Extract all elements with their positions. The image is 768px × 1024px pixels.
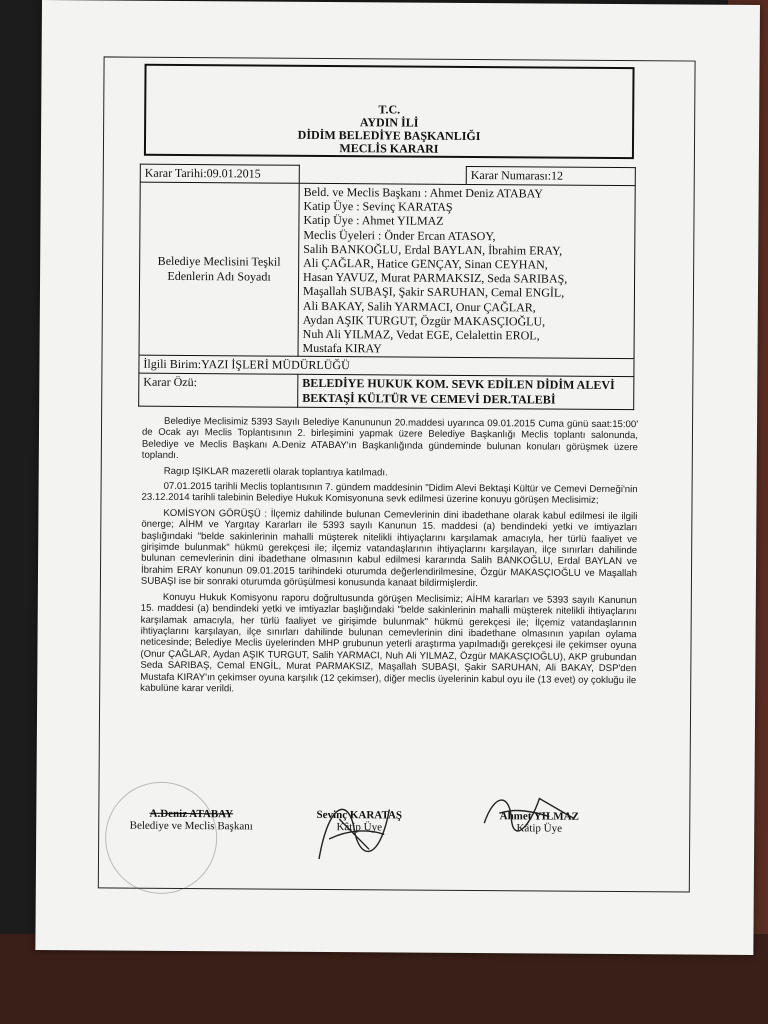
member-line: Maşallah SUBAŞI, Şakir SARUHAN, Cemal ENGİL,: [302, 284, 565, 301]
decision-date: Karar Tarihi:09.01.2015: [140, 164, 299, 183]
decision-summary: [298, 375, 634, 410]
member-line: Katip Üye : Ahmet YILMAZ: [303, 213, 444, 229]
signer-title: Kâtip Üye: [516, 822, 563, 835]
decision-info-table: [138, 164, 636, 411]
summary-line: BEKTAŞİ KÜLTÜR VE CEMEVİ DER.TALEBİ: [302, 391, 556, 408]
header-province: AYDIN İLİ: [359, 115, 419, 130]
members-label: Belediye Meclisini Teşkil Edenlerin Adı Soyadı: [139, 182, 299, 357]
document-frame: [98, 56, 696, 892]
decision-number: Karar Numarası:12: [466, 166, 635, 185]
decision-body: [140, 416, 638, 702]
header-municipality: DİDİM BELEDİYE BAŞKANLIĞI: [297, 127, 481, 144]
signature-clerk-1: [299, 809, 419, 834]
header-title: MECLİS KARARI: [339, 141, 439, 156]
body-paragraph: KOMİSYON GÖRÜŞÜ : İlçemiz dahilinde bulunan Cemevlerinin dini ibadethane olarak kabul edilmesi ile ilgili önerge; AİHM ve Yargıtay Kararları ile 5393 sayılı Kanunun 15. maddesi (a) bendindeki yetki ve imtiyazları başlığındaki "belde sakinlerinin mahalli müşterek nitelikli ihtiyaçlarını karşılamak amacıyla, her türlü faaliyet ve girişimde bulunmak" hükmü gerekçesi ile; ilçemiz vatandaşlarının ihtiyaçlarını karşılayan, ilçe sınırları dahilinde bulunan cemevlerinin dini ibadethane olmasının kabul edilmesi kararında Salih BANKOĞLU, Erdal BAYLAN ve İbrahim ERAY konunun 09.01.2015 tarihindeki oturumda değerlendirilmesine, Özgür MAKASÇIOĞLU ve Maşallah SUBAŞI ise bir sonraki oturumda görüşülmesi konusunda kanaat bildirmişlerdir.: [140, 507, 638, 590]
member-line: Katip Üye : Sevinç KARATAŞ: [303, 199, 453, 215]
signer-name: Ahmet YILMAZ: [499, 810, 580, 823]
member-line: Nuh Ali YILMAZ, Vedat EGE, Celalettin EROL,: [302, 326, 540, 343]
handwritten-signature-icon: [479, 788, 579, 839]
official-stamp-icon: [105, 781, 218, 894]
member-line: Ali BAKAY, Salih YARMACI, Onur ÇAĞLAR,: [302, 298, 536, 315]
member-line: Salih BANKOĞLU, Erdal BAYLAN, İbrahim ERAY,: [303, 241, 563, 258]
member-line: Beld. ve Meclis Başkanı : Ahmet Deniz ATABAY: [303, 184, 543, 201]
handwritten-signature-icon: [309, 789, 400, 870]
decision-summary-label: Karar Özü:: [139, 374, 298, 408]
body-paragraph: 07.01.2015 tarihli Meclis toplantısının 7. gündem maddesinin "Didim Alevi Bektaşi Kültür ve Cemevi Derneği'nin 23.12.2014 tarihli talebinin Belediye Hukuk Komisyonuna sevk edilmesi üzerine konuyu görüşen Meclisimiz;: [141, 480, 638, 507]
document-page: [35, 0, 760, 955]
header-tc: T.C.: [378, 102, 401, 117]
summary-line: BELEDİYE HUKUK KOM. SEVK EDİLEN DİDİM ALEVİ: [302, 376, 615, 393]
body-paragraph: Belediye Meclisimiz 5393 Sayılı Belediye Kanununun 20.maddesi uyarınca 09.01.2015 Cuma günü saat:15:00' de Ocak ayı Meclis Toplantısının 2. birleşimini yapmak üzere Belediye Başkanlığı Meclis toplantı salonunda, Belediye ve Meclis Başkanı A.Deniz ATABAY'ın Başkanlığında gündeminde bulunan konuları görüşmek üzere toplandı.: [141, 415, 639, 462]
signer-title: Belediye ve Meclis Başkanı: [129, 819, 253, 833]
signature-block: [99, 787, 690, 881]
signer-name: A.Deniz ATABAY: [149, 807, 234, 821]
signer-name: Sevinç KARATAŞ: [316, 808, 403, 822]
member-line: Meclis Üyeleri : Önder Ercan ATASOY,: [303, 227, 496, 243]
related-unit: İlgili Birim:YAZI İŞLERİ MÜDÜRLÜĞÜ: [139, 356, 634, 377]
members-list: [298, 183, 635, 359]
body-paragraph: Konuyu Hukuk Komisyonu raporu doğrultusunda görüşen Meclisimiz; AİHM kararları ve 5393 sayılı Kanunun 15. maddesi (a) bendindeki yetki ve imtiyazlar başlığındaki "belde sakinlerinin mahalli müşterek nitelikli ihtiyaçlarını karşılamak amacıyla, her türlü faaliyet ve girişimde bulunmak" hükmü gerekçesi ile; İlçemiz vatandaşlarının ihtiyaçlarını karşılayan, ilçe sınırları dahilinde bulunan cemevlerinin dini ibadethane olmasının yapılan oylama neticesinde; Belediye Meclis üyelerinden MHP grubunun yeterli araştırma yapılmadığı gerekçesi ile çekimser oyuna (Onur ÇAĞLAR, Aydan AŞIK TURGUT, Salih YARMACI, Nuh Ali YILMAZ, Özgür MAKASÇIOĞLU), AKP grubundan Seda SARIBAŞ, Cemal ENGİL, Murat PARMAKSIZ, Maşallah SUBAŞI, Şakir SARUHAN, Ali BAKAY, DSP'den Mustafa KIRAY'ın çekimser oyuna karşılık (12 çekimser), diğer meclis üyelerinin kabul oyu ile (13 evet) oy çokluğu ile kabulüne karar verildi.: [140, 591, 637, 695]
body-paragraph: Ragıp IŞIKLAR mazeretli olarak toplantıya katılmadı.: [163, 465, 388, 479]
member-line: Hasan YAVUZ, Murat PARMAKSIZ, Seda SARIBAŞ,: [303, 270, 568, 286]
member-line: Aydan AŞIK TURGUT, Özgür MAKASÇIOĞLU,: [302, 312, 546, 329]
signature-president: [111, 808, 271, 833]
document-header: [144, 64, 635, 159]
signer-title: Kâtip Üye: [336, 821, 383, 834]
member-line: Ali ÇAĞLAR, Hatice GENÇAY, Sinan CEYHAN,: [303, 255, 548, 272]
signature-clerk-2: [469, 810, 609, 835]
member-line: Mustafa KIRAY: [302, 341, 382, 356]
